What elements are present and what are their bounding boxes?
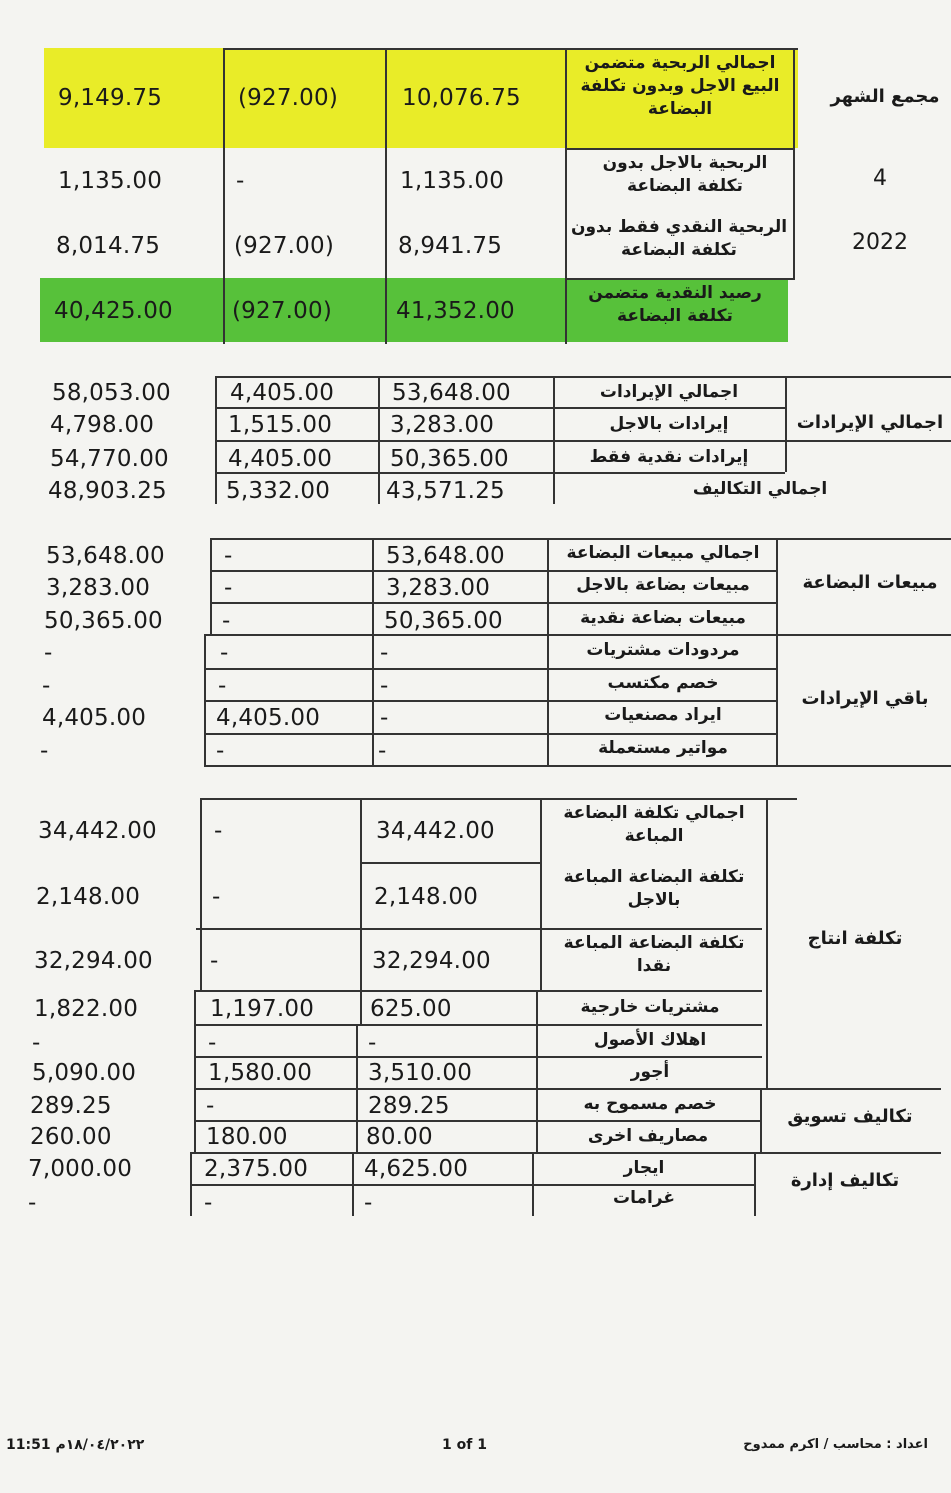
footer-datetime: 11:51 ١٨/٠٤/٢٠٢٢م xyxy=(6,1437,145,1453)
cost-label: ايجار xyxy=(623,1158,665,1178)
cost-col2: - xyxy=(210,948,219,974)
goods-col2: - xyxy=(216,738,225,764)
goods-total: 3,283.00 xyxy=(46,575,151,601)
cost-col3: 2,148.00 xyxy=(374,884,479,910)
cost-total: 5,090.00 xyxy=(32,1060,137,1086)
revenue-total: 54,770.00 xyxy=(50,446,169,472)
cost-label: تكلفة البضاعة المباعة بالاجل xyxy=(563,867,745,910)
cost-total: 289.25 xyxy=(30,1093,112,1119)
cost-col2: - xyxy=(214,818,223,844)
revenue-col3: 50,365.00 xyxy=(390,446,509,472)
summary-col3: 41,352.00 xyxy=(396,298,515,324)
summary-label: الربحية بالاجل بدون تكلفة البضاعة xyxy=(602,153,768,196)
cost-label: اجمالي تكلفة البضاعة المباعة xyxy=(563,803,745,846)
cost-total: 2,148.00 xyxy=(36,884,141,910)
goods-label: خصم مكتسب xyxy=(607,673,719,693)
goods-total: - xyxy=(44,640,53,666)
other-revenues-side-title: باقي الإيرادات xyxy=(801,688,929,709)
cost-label: مصاريف اخرى xyxy=(587,1126,709,1146)
cost-col2: 1,580.00 xyxy=(208,1060,313,1086)
cost-col3: 289.25 xyxy=(368,1093,450,1119)
cost-col2: - xyxy=(204,1190,213,1216)
cost-col2: 2,375.00 xyxy=(204,1156,309,1182)
goods-label: مبيعات بضاعة نقدية xyxy=(580,608,746,628)
goods-total: 50,365.00 xyxy=(44,608,163,634)
goods-label: مواتير مستعملة xyxy=(598,738,728,758)
cost-col3: 4,625.00 xyxy=(364,1156,469,1182)
cost-col3: - xyxy=(368,1030,377,1056)
cost-col3: 34,442.00 xyxy=(376,818,495,844)
cost-label: اهلاك الأصول xyxy=(593,1030,707,1050)
goods-col2: - xyxy=(224,543,233,569)
summary-col2: (927.00) xyxy=(234,233,335,259)
cost-col2: - xyxy=(212,884,221,910)
summary-label: رصيد النقدية متضمن تكلفة البضاعة xyxy=(588,283,762,326)
goods-side-title: مبيعات البضاعة xyxy=(802,572,938,593)
revenue-label: اجمالي الإيرادات xyxy=(599,382,739,402)
goods-col3: - xyxy=(380,640,389,666)
summary-total: 9,149.75 xyxy=(58,85,163,111)
goods-col2: - xyxy=(218,673,227,699)
goods-label: اجمالي مبيعات البضاعة xyxy=(566,543,760,563)
summary-total: 8,014.75 xyxy=(56,233,161,259)
goods-total: - xyxy=(42,673,51,699)
goods-col3: 3,283.00 xyxy=(386,575,491,601)
cost-total: 34,442.00 xyxy=(38,818,157,844)
cost-total: - xyxy=(32,1030,41,1056)
summary-col2: - xyxy=(236,168,245,194)
footer-page-number: 1 of 1 xyxy=(442,1437,487,1453)
cost-col2: - xyxy=(206,1093,215,1119)
cost-total: 260.00 xyxy=(30,1124,112,1150)
summary-label: الربحية النقدي فقط بدون تكلفة البضاعة xyxy=(570,217,788,260)
goods-col2: - xyxy=(220,640,229,666)
revenue-col2: 4,405.00 xyxy=(228,446,333,472)
goods-col3: - xyxy=(380,673,389,699)
summary-col3: 8,941.75 xyxy=(398,233,503,259)
goods-col3: 50,365.00 xyxy=(384,608,503,634)
goods-col2: - xyxy=(224,575,233,601)
summary-col2: (927.00) xyxy=(238,85,339,111)
revenue-total: 4,798.00 xyxy=(50,412,155,438)
cost-col3: - xyxy=(364,1190,373,1216)
summary-col3: 10,076.75 xyxy=(402,85,521,111)
goods-total: 4,405.00 xyxy=(42,705,147,731)
summary-col2: (927.00) xyxy=(232,298,333,324)
cost-label: غرامات xyxy=(612,1188,675,1208)
cost-col2: - xyxy=(208,1030,217,1056)
goods-label: مردودات مشتريات xyxy=(586,640,740,660)
cost-col3: 3,510.00 xyxy=(368,1060,473,1086)
goods-col3: 53,648.00 xyxy=(386,543,505,569)
cost-total: 32,294.00 xyxy=(34,948,153,974)
revenues-side-title: اجمالي الإيرادات xyxy=(796,412,944,433)
summary-total: 1,135.00 xyxy=(58,168,163,194)
cost-col3: 625.00 xyxy=(370,996,452,1022)
admin-side-title: تكاليف إدارة xyxy=(790,1170,900,1191)
revenue-col3: 43,571.25 xyxy=(386,478,505,504)
revenue-col3: 53,648.00 xyxy=(392,380,511,406)
cost-label: مشتريات خارجية xyxy=(580,997,720,1017)
goods-total: - xyxy=(40,738,49,764)
summary-side-title: مجمع الشهر xyxy=(830,86,940,107)
goods-col2: - xyxy=(222,608,231,634)
revenue-label: إيرادات بالاجل xyxy=(609,414,729,434)
cost-col3: 32,294.00 xyxy=(372,948,491,974)
goods-total: 53,648.00 xyxy=(46,543,165,569)
cost-total: - xyxy=(28,1190,37,1216)
revenue-col2: 4,405.00 xyxy=(230,380,335,406)
cost-total: 7,000.00 xyxy=(28,1156,133,1182)
goods-col3: - xyxy=(378,738,387,764)
cost-col2: 180.00 xyxy=(206,1124,288,1150)
cost-label: خصم مسموح به xyxy=(583,1094,717,1114)
summary-col3: 1,135.00 xyxy=(400,168,505,194)
goods-label: مبيعات بضاعة بالاجل xyxy=(576,575,750,595)
revenue-label: اجمالي التكاليف xyxy=(692,479,828,499)
revenue-col2: 5,332.00 xyxy=(226,478,331,504)
goods-col2: 4,405.00 xyxy=(216,705,321,731)
cost-col2: 1,197.00 xyxy=(210,996,315,1022)
cost-label: تكلفة البضاعة المباعة نقدا xyxy=(563,933,745,976)
summary-total: 40,425.00 xyxy=(54,298,173,324)
revenue-total: 58,053.00 xyxy=(52,380,171,406)
footer-prepared-by: اعداد : محاسب / اكرم ممدوح xyxy=(743,1437,928,1452)
cost-col3: 80.00 xyxy=(366,1124,433,1150)
goods-col3: - xyxy=(380,705,389,731)
summary-month: 4 xyxy=(873,166,887,191)
production-side-title: تكلفة انتاج xyxy=(807,928,903,949)
summary-year: 2022 xyxy=(852,230,908,255)
cost-label: أجور xyxy=(630,1062,670,1082)
revenue-col2: 1,515.00 xyxy=(228,412,333,438)
summary-label: اجمالي الربحية متضمن البيع الاجل وبدون تكلفة البضاعة xyxy=(580,53,780,119)
marketing-side-title: تكاليف تسويق xyxy=(787,1106,913,1127)
revenue-total: 48,903.25 xyxy=(48,478,167,504)
cost-total: 1,822.00 xyxy=(34,996,139,1022)
revenue-label: إيرادات نقدية فقط xyxy=(589,447,749,467)
revenue-col3: 3,283.00 xyxy=(390,412,495,438)
goods-label: ايراد مصنعيات xyxy=(604,705,722,725)
